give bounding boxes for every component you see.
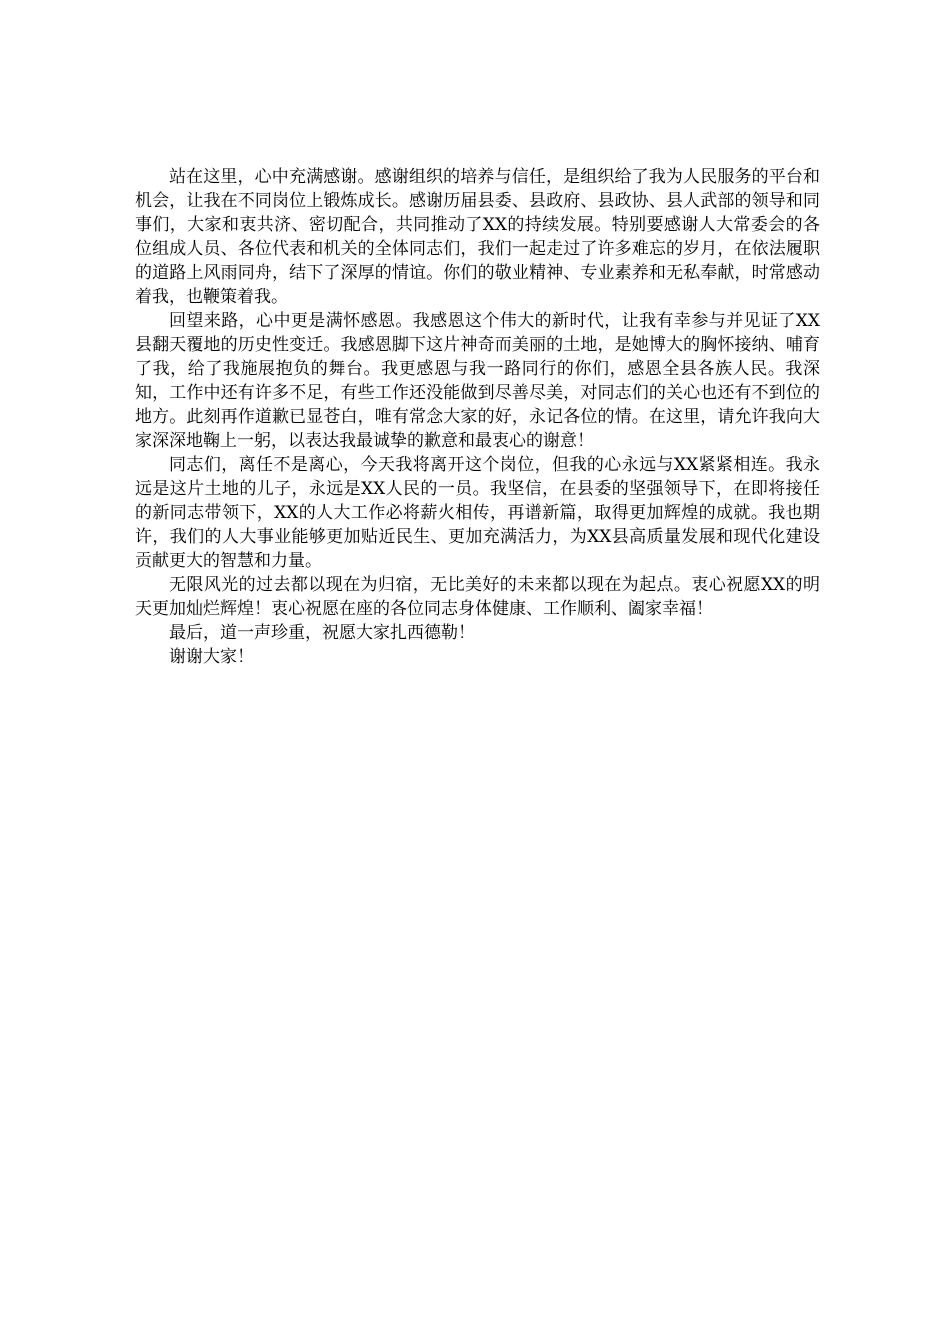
paragraph-gratitude: 回望来路，心中更是满怀感恩。我感恩这个伟大的新时代，让我有幸参与并见证了XX县翻天覆地的历史性变迁。我感恩脚下这片神奇而美丽的土地，是她博大的胸怀接纳、哺育了我，给了我施展抱负的舞台。我更感恩与我一路同行的你们，感恩全县各族人民。我深知，工作中还有许多不足，有些工作还没能做到尽善尽美，对同志们的关心也还有不到位的地方。此刻再作道歉已显苍白，唯有常念大家的好，永记各位的情。在这里，请允许我向大家深深地鞠上一躬，以表达我最诚挚的歉意和最衷心的谢意！ — [135, 311, 820, 451]
paragraph-thanks: 站在这里，心中充满感谢。感谢组织的培养与信任，是组织给了我为人民服务的平台和机会，让我在不同岗位上锻炼成长。感谢历届县委、县政府、县政协、县人武部的领导和同事们，大家和衷共济、密切配合，共同推动了XX的持续发展。特别要感谢人大常委会的各位组成人员、各位代表和机关的全体同志们，我们一起走过了许多难忘的岁月，在依法履职的道路上风雨同舟，结下了深厚的情谊。你们的敬业精神、专业素养和无私奉献，时常感动着我，也鞭策着我。 — [135, 167, 820, 307]
paragraph-farewell: 同志们，离任不是离心，今天我将离开这个岗位，但我的心永远与XX紧紧相连。我永远是这片土地的儿子，永远是XX人民的一员。我坚信，在县委的坚强领导下，在即将接任的新同志带领下，XX的人大工作必将薪火相传，再谱新篇，取得更加辉煌的成就。我也期许，我们的人大事业能够更加贴近民生、更加充满活力，为XX县高质量发展和现代化建设贡献更大的智慧和力量。 — [135, 455, 820, 571]
paragraph-wishes: 无限风光的过去都以现在为归宿，无比美好的未来都以现在为起点。衷心祝愿XX的明天更加灿烂辉煌！衷心祝愿在座的各位同志身体健康、工作顺利、阖家幸福！ — [135, 575, 820, 619]
paragraph-thank-you: 谢谢大家！ — [169, 647, 254, 667]
paragraph-closing: 最后，道一声珍重，祝愿大家扎西德勒！ — [169, 623, 475, 643]
speech-body — [135, 165, 820, 669]
